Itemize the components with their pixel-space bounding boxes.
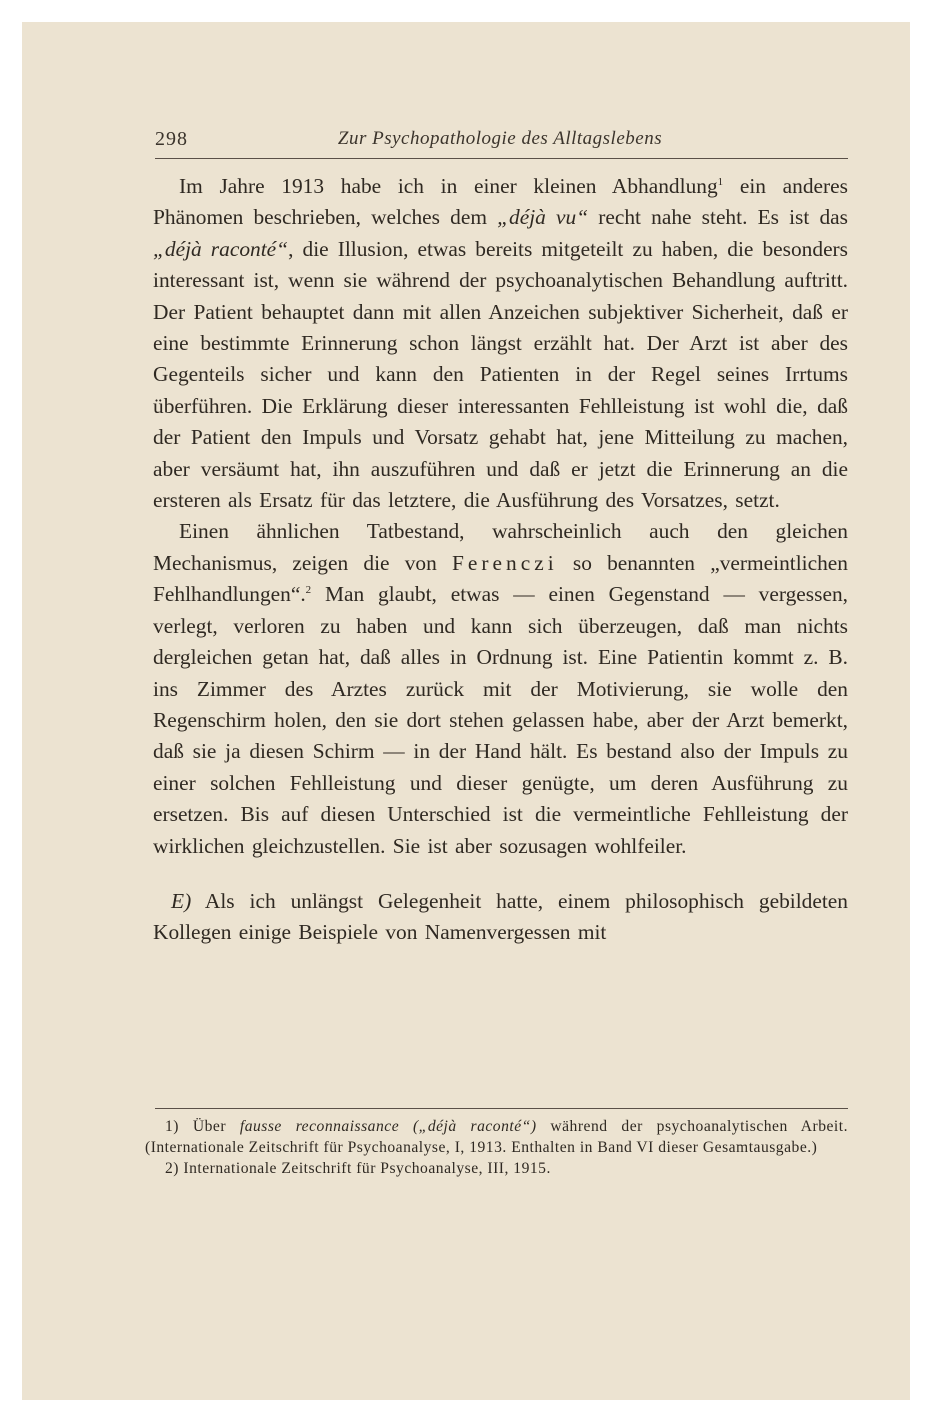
paragraph-deja-raconte: Im Jahre 1913 habe ich in einer kleinen Abhandlung$^1$ ein anderes Phänomen beschrieben, welches dem „déjà vu“ recht nahe steht. Es ist das „déjà raconté“, die Illusion, etwas bereits mitgeteilt zu haben, die besonders interessant ist, wenn sie während der psychoanalytischen Behandlung auftritt. Der Patient behauptet dann mit allen Anzeichen subjektiver Sicherheit, daß er eine bestimmte Erinnerung schon längst erzählt hat. Der Arzt ist aber des Gegenteils sicher und kann den Patienten in der Regel seines Irrtums überführen. Die Erklärung dieser interessanten Fehlleistung ist wohl die, daß der Patient den Impuls und Vorsatz gehabt hat, jene Mitteilung zu machen, aber versäumt hat, ihn auszuführen und daß er jetzt die Erinnerung an die ersteren als Ersatz für das letztere, die Ausführung des Vorsatzes, setzt. <box>153 174 849 513</box>
page-number: 298 <box>155 128 188 150</box>
footnote-1: 1) Über fausse reconnaissance („déjà raconté“) während der psychoanalytischen Arbeit. (Internationale Zeitschrift für Psychoanalyse, I, 1913. Enthalten in Band VI dieser Gesamtausgabe.) <box>145 1118 848 1156</box>
footnote-ref-1: 1 <box>717 175 724 188</box>
header-rule <box>155 158 848 159</box>
footnote-ref-2: 2 <box>305 584 312 597</box>
footnote-rule <box>155 1108 848 1109</box>
section-e-paragraph: E) Als ich unlängst Gelegenheit hatte, einem philosophisch gebildeten Kollegen einige Beispiele von Namenvergessen mit <box>153 888 848 945</box>
footnotes <box>145 1116 848 1179</box>
page-header <box>155 128 845 156</box>
footnote-2: 2) Internationale Zeitschrift für Psychoanalyse, III, 1915. <box>165 1160 551 1177</box>
running-title: Zur Psychopathologie des Alltagslebens <box>337 128 663 149</box>
paragraph-ferenczi: Einen ähnlichen Tatbestand, wahrscheinlich auch den gleichen Mechanismus, zeigen die von Ferenczi so benannten „vermeintlichen Fehlhandlungen“.$^2$ Man glaubt, etwas — einen Gegenstand — vergessen, verlegt, verloren zu haben und kann sich überzeugen, daß man nichts dergleichen getan hat, daß alles in Ordnung ist. Eine Patientin kommt z. B. ins Zimmer des Arztes zurück mit der Motivierung, sie wolle den Regenschirm holen, den sie dort stehen gelassen habe, aber der Arzt bemerkt, daß sie ja diesen Schirm — in der Hand hält. Es bestand also der Impuls zu einer solchen Fehlleistung und dieser genügte, um deren Ausführung zu ersetzen. Bis auf diesen Unterschied ist die vermeintliche Fehlleistung der wirklichen gleichzustellen. Sie ist aber sozusagen wohlfeiler. <box>153 519 848 858</box>
author-name: Ferenczi <box>452 550 558 575</box>
main-text <box>153 171 848 949</box>
section-label: E) <box>171 888 192 913</box>
